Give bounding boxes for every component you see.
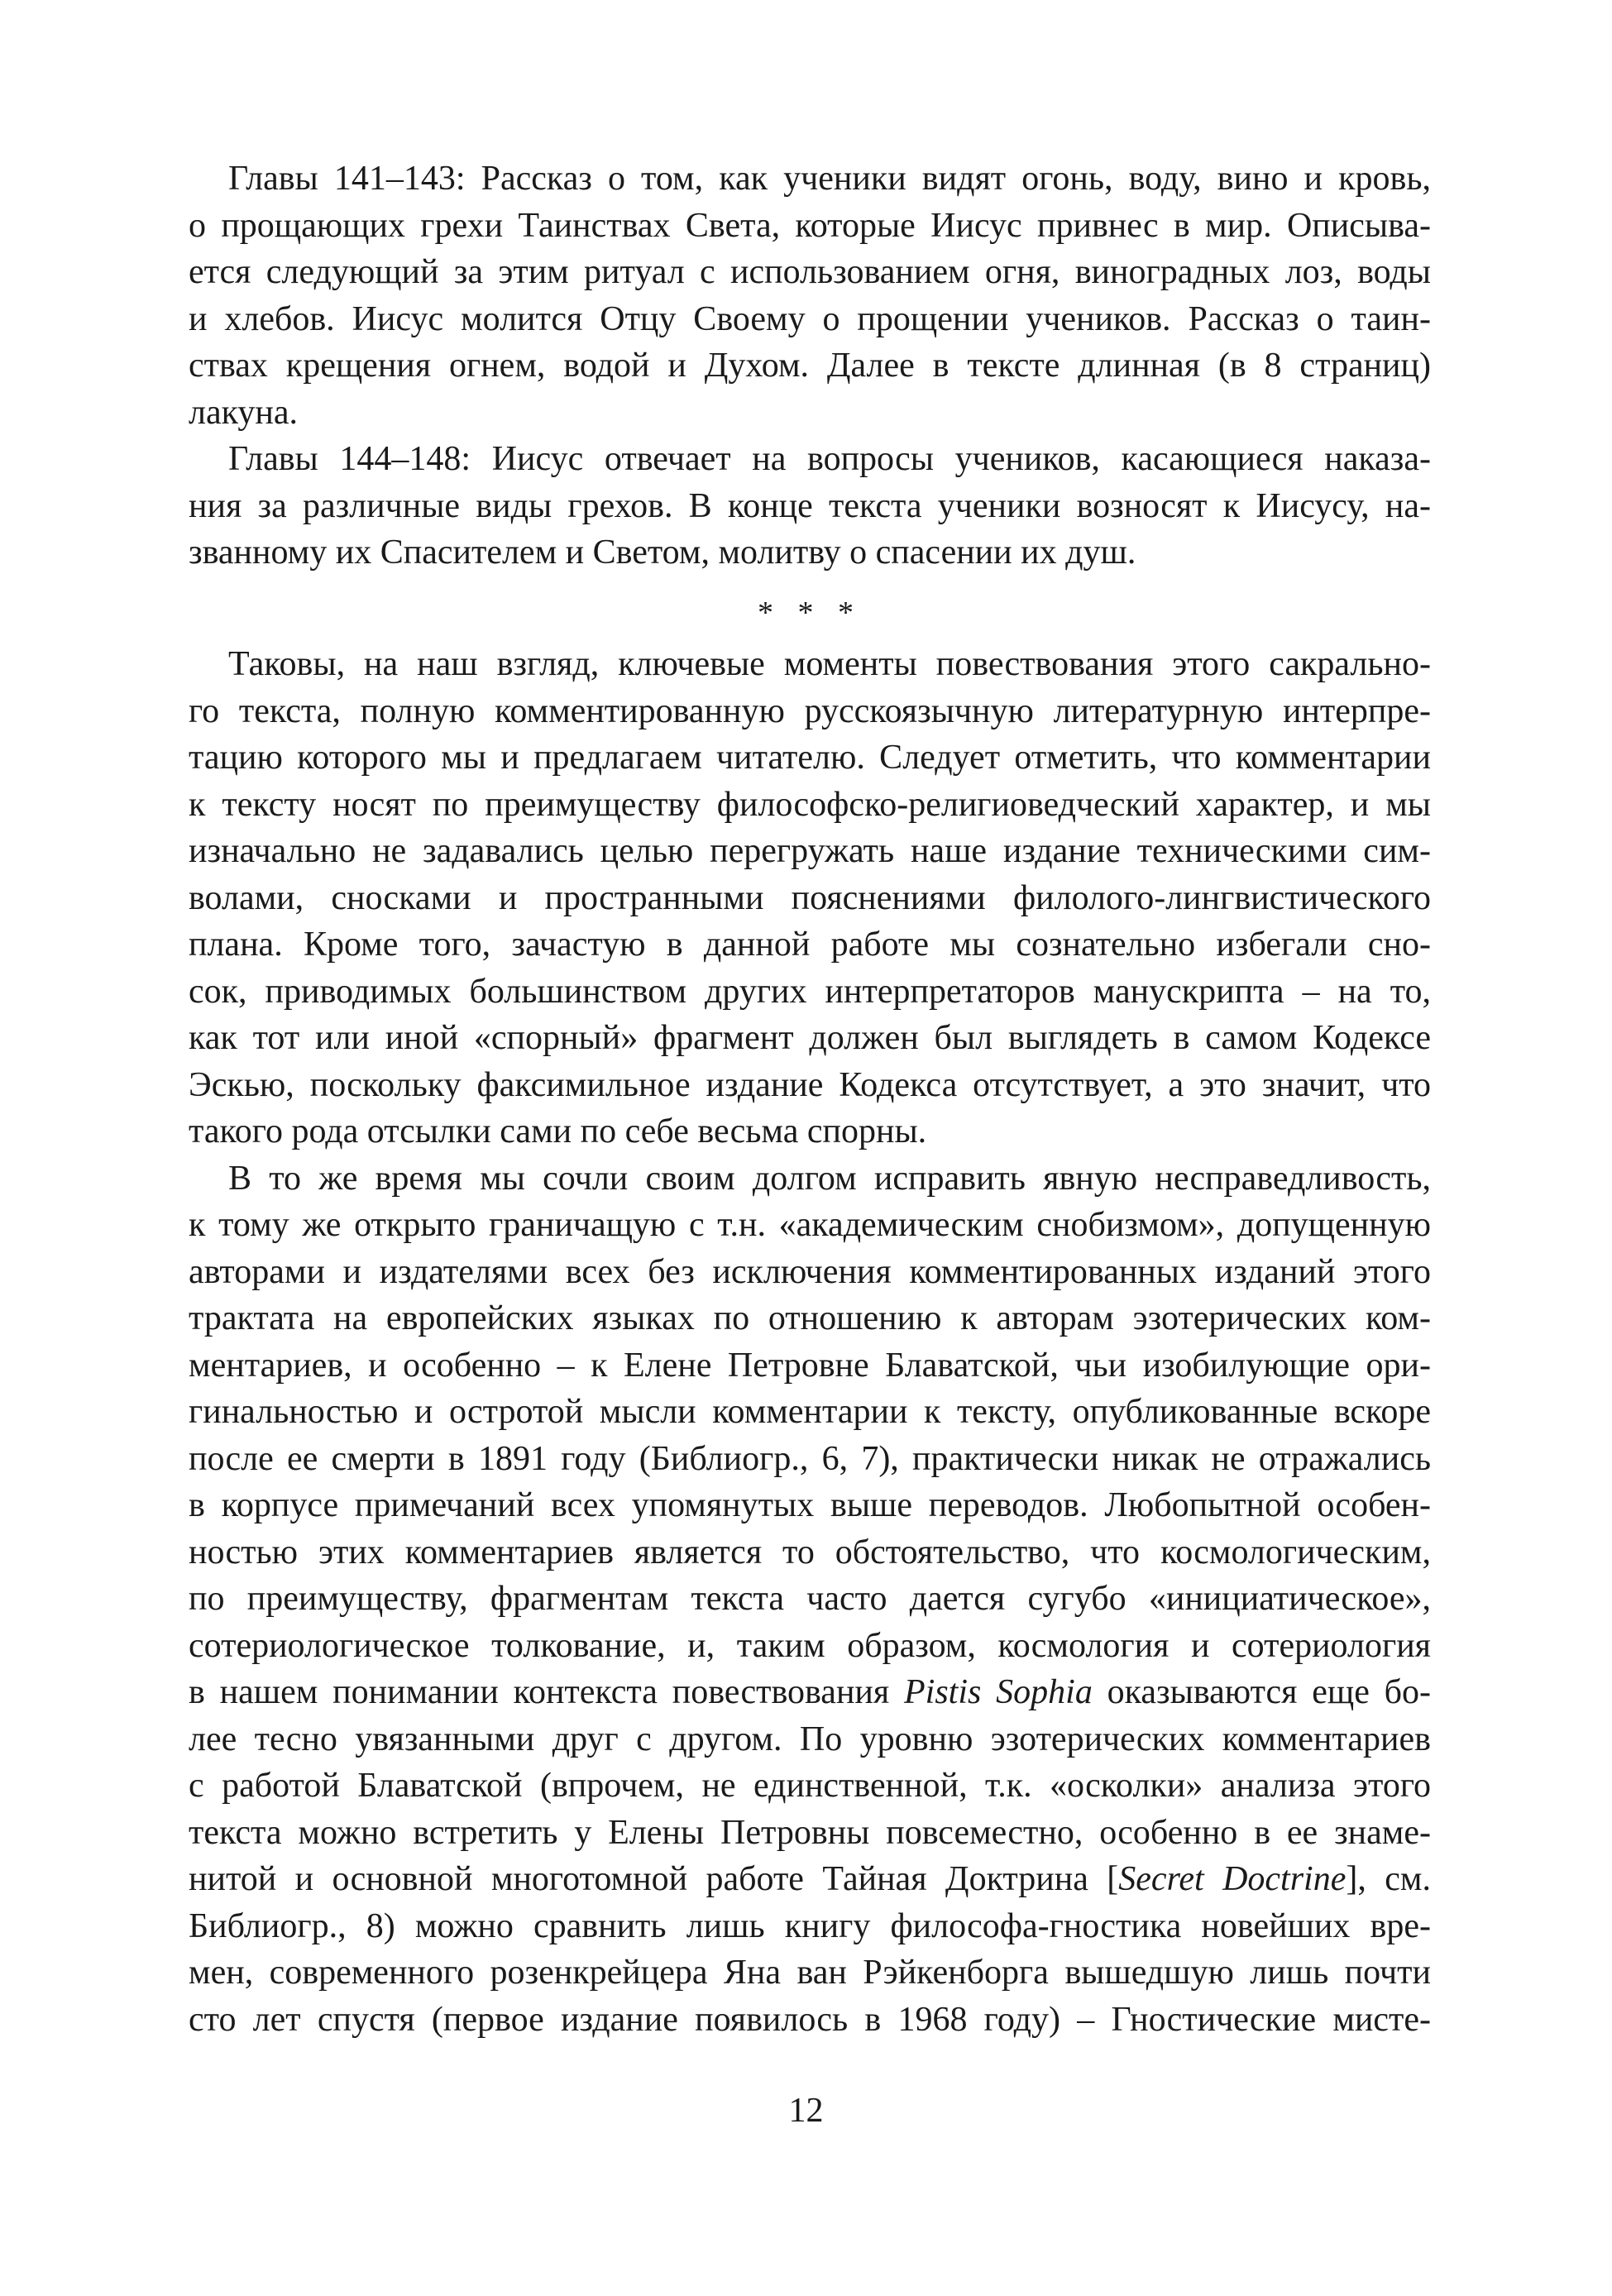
text-line: ния за различные виды грехов. В конце текста ученики возносят к Иисусу, на- [189,486,1431,525]
text-line: тацию которого мы и предлагаем читателю. Следует отметить, что комментарии [189,739,1431,777]
text-line: Таковы, на наш взгляд, ключевые моменты повествования этого сакрально- [228,645,1431,683]
text-line: трактата на европейских языках по отношению к авторам эзотерических ком- [189,1299,1431,1337]
text-line: о прощающих грехи Таинствах Света, которые Иисус привнес в мир. Описыва- [189,206,1431,245]
text-line [189,1856,1431,1903]
paragraph-key-moments [189,641,1431,1155]
text-line: в корпусе примечаний всех упомянутых выше переводов. Любопытной особен- [189,1486,1431,1524]
text-fragment: оказываются еще бо- [1092,1673,1431,1711]
text-line: текста можно встретить у Елены Петровны повсеместно, особенно в ее знаме- [189,1813,1431,1852]
text-line: В то же время мы сочли своим долгом исправить явную несправедливость, [228,1159,1431,1198]
text-line: ментариев, и особенно – к Елене Петровне Блаватской, чьи изобилующие ори- [189,1346,1431,1385]
text-line: авторами и издателями всех без исключения комментированных изданий этого [189,1252,1431,1291]
text-line [189,1669,1431,1716]
text-line: ствах крещения огнем, водой и Духом. Далее в тексте длинная (в 8 страниц) [189,347,1431,385]
text-line: гинальностью и остротой мысли комментарии к тексту, опубликованные вскоре [189,1393,1431,1431]
text-line: с работой Блаватской (впрочем, не единственной, т.к. «осколки» анализа этого [189,1767,1431,1805]
text-fragment: в нашем понимании контекста повествования [189,1673,905,1711]
text-line: Библиогр., 8) можно сравнить лишь книгу философа-гностика новейших вре- [189,1906,1431,1945]
text-line: сотериологическое толкование, и, таким образом, космология и сотериология [189,1626,1431,1665]
text-line: плана. Кроме того, зачастую в данной работе мы сознательно избегали сно- [189,926,1431,964]
text-line: Главы 141–143: Рассказ о том, как ученики видят огонь, воду, вино и кровь, [228,160,1431,198]
text-line: званному их Спасителем и Светом, молитву о спасении их душ. [189,533,1136,572]
text-line: к тому же открыто граничащую с т.н. «академическим снобизмом», допущенную [189,1206,1431,1244]
text-line: по преимуществу, фрагментам текста часто дается сугубо «инициатическое», [189,1580,1431,1618]
text-line: к тексту носят по преимуществу философско-религиоведческий характер, и мы [189,785,1431,824]
text-line: волами, сносками и пространными пояснениями филолого-лингвистического [189,878,1431,917]
text-line: сок, приводимых большинством других интерпретаторов манускрипта – на то, [189,972,1431,1011]
section-separator: * * * [758,595,862,630]
text-line: после ее смерти в 1891 году (Библиогр., 6, 7), практически никак не отражались [189,1439,1431,1478]
italic-title: Secret Doctrine [1118,1860,1347,1898]
text-line: лее тесно увязанными друг с другом. По уровню эзотерических комментариев [189,1720,1431,1758]
body-text [189,155,1431,2043]
page-number: 12 [788,2092,824,2130]
text-line: го текста, полную комментированную русскоязычную литературную интерпре- [189,691,1431,730]
text-line: как тот или иной «спорный» фрагмент должен был выглядеть в самом Кодексе [189,1019,1431,1057]
text-line: изначально не задавались целью перегружать наше издание техническими сим- [189,832,1431,870]
text-line: сто лет спустя (первое издание появилось в 1968 году) – Гностические мисте- [189,2000,1431,2039]
text-line: и хлебов. Иисус молится Отцу Своему о прощении учеников. Рассказ о таин- [189,299,1431,338]
text-line: ется следующий за этим ритуал с использованием огня, виноградных лоз, воды [189,253,1431,291]
text-line: Эскью, поскольку факсимильное издание Кодекса отсутствует, а это значит, что [189,1065,1431,1104]
text-fragment: ], см. [1346,1860,1431,1898]
text-fragment: нитой и основной многотомной работе Тайная Доктрина [ [189,1860,1119,1898]
paragraph-chapters-144-148 [189,436,1431,576]
text-line: лакуна. [189,393,299,432]
text-line: ностью этих комментариев является то обстоятельство, что космологическим, [189,1533,1431,1571]
text-line: мен, современного розенкрейцера Яна ван Рэйкенборга вышедшую лишь почти [189,1954,1431,1992]
paragraph-blavatsky [189,1155,1431,2044]
paragraph-chapters-141-143 [189,155,1431,436]
italic-title: Pistis Sophia [904,1673,1093,1711]
text-line: Главы 144–148: Иисус отвечает на вопросы учеников, касающиеся наказа- [228,440,1431,478]
text-line: такого рода отсылки сами по себе весьма спорны. [189,1112,927,1150]
